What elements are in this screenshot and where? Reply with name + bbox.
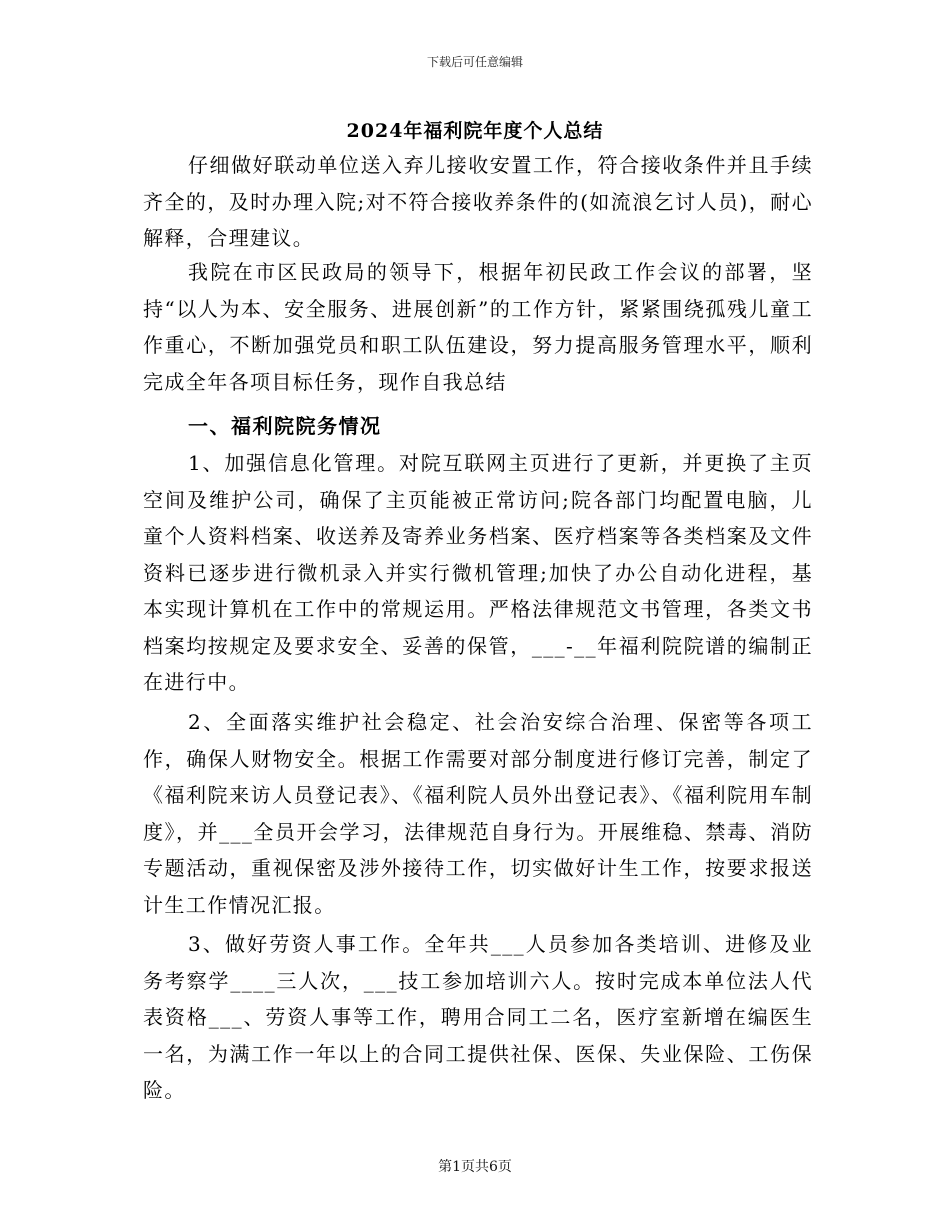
item-paragraph-1: 1、加强信息化管理。对院互联网主页进行了更新，并更换了主页空间及维护公司，确保了主页能被正常访问;院各部门均配置电脑，儿童个人资料档案、收送养及寄养业务档案、医疗档案等各类档案及文件资料已逐步进行微机录入并实行微机管理;加快了办公自动化进程，基本实现计算机在工作中的常规运用。严格法律规范文书管理，各类文书档案均按规定及要求安全、妥善的保管，___-__年福利院院谱的编制正在进行中。: [143, 451, 813, 694]
section-heading: 一、福利院院务情况: [188, 414, 382, 438]
header-note: 下载后可任意编辑: [426, 55, 523, 69]
item-paragraph-2: 2、全面落实维护社会稳定、社会治安综合治理、保密等各项工作，确保人财物安全。根据工作需要对部分制度进行修订完善，制定了《福利院来访人员登记表》、《福利院人员外出登记表》、《福利院用车制度》，并___全员开会学习，法律规范自身行为。开展维稳、禁毒、消防专题活动，重视保密及涉外接待工作，切实做好计生工作，按要求报送计生工作情况汇报。: [143, 710, 813, 917]
document-title: 2024年福利院年度个人总结: [346, 120, 604, 142]
intro-paragraph-2: 我院在市区民政局的领导下，根据年初民政工作会议的部署，坚持“以人为本、安全服务、进展创新”的工作方针，紧紧围绕孤残儿童工作重心，不断加强党员和职工队伍建设，努力提高服务管理水平，顺利完成全年各项目标任务，现作自我总结: [143, 260, 813, 394]
page-footer: 第1页共6页: [438, 1159, 512, 1175]
item-paragraph-3: 3、做好劳资人事工作。全年共___人员参加各类培训、进修及业务考察学____三人次，___技工参加培训六人。按时完成本单位法人代表资格___、劳资人事等工作，聘用合同工二名，医疗室新增在编医生一名，为满工作一年以上的合同工提供社保、医保、失业保险、工伤保险。: [143, 932, 813, 1102]
intro-paragraph-1: 仔细做好联动单位送入弃儿接收安置工作，符合接收条件并且手续齐全的，及时办理入院;对不符合接收养条件的(如流浪乞讨人员)，耐心解释，合理建议。: [143, 153, 813, 250]
